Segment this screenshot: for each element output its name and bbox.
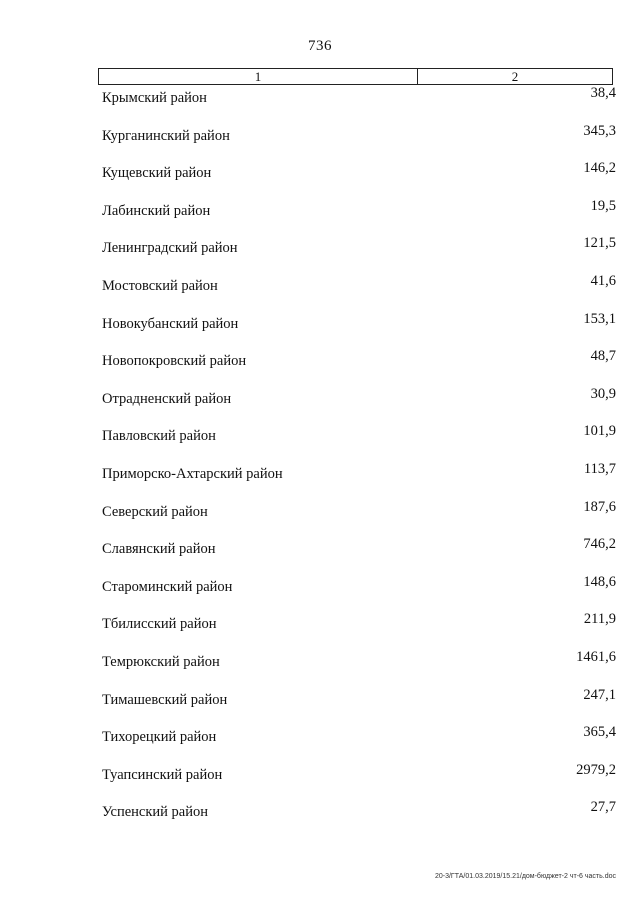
document-footer: 20-3/ГТА/01.03.2019/15.21/дом-бюджет-2 чт-6 часть.doc (434, 873, 616, 880)
table-row (100, 347, 618, 385)
district-value: 121,5 (583, 235, 616, 252)
district-name: Северский район (102, 503, 208, 520)
district-name: Ленинградский район (102, 240, 238, 257)
table-row (100, 84, 618, 122)
district-name: Кущевский район (102, 165, 212, 182)
district-value: 153,1 (583, 310, 616, 327)
table-row (100, 385, 618, 423)
district-value: 38,4 (590, 85, 616, 101)
district-value: 19,5 (590, 197, 616, 214)
district-name: Крымский район (102, 90, 207, 106)
district-value: 30,9 (590, 385, 616, 402)
district-name: Павловский район (102, 428, 216, 445)
district-value: 101,9 (583, 423, 616, 440)
district-name: Тихорецкий район (102, 729, 217, 746)
table-row (100, 798, 618, 836)
table-row (100, 573, 618, 611)
table-header (98, 68, 613, 85)
table-header-col-2: 2 (511, 68, 519, 84)
table-row (100, 761, 618, 799)
table-row (100, 648, 618, 686)
district-value: 247,1 (583, 686, 616, 703)
table-row (100, 686, 618, 724)
table-row (100, 723, 618, 761)
district-name: Успенский район (102, 804, 208, 821)
district-value: 746,2 (583, 536, 616, 553)
district-name: Отрадненский район (102, 390, 232, 407)
district-name: Новопокровский район (102, 353, 247, 370)
district-value: 48,7 (590, 348, 616, 365)
district-name: Новокубанский район (102, 315, 239, 332)
table-body (100, 84, 618, 836)
district-value: 27,7 (590, 799, 616, 816)
district-name: Тимашевский район (102, 691, 228, 708)
table-row (100, 272, 618, 310)
district-value: 345,3 (583, 122, 616, 139)
district-value: 1461,6 (576, 648, 616, 665)
district-name: Лабинский район (102, 202, 211, 219)
table-header-col-1: 1 (99, 69, 418, 84)
district-name: Тбилисский район (102, 616, 217, 633)
district-name: Туапсинский район (102, 766, 223, 783)
district-name: Мостовский район (102, 277, 218, 294)
table-row (100, 159, 618, 197)
district-value: 211,9 (583, 611, 616, 628)
district-value: 365,4 (583, 724, 616, 741)
table-row (100, 610, 618, 648)
table-row (100, 535, 618, 573)
district-name: Курганинский район (102, 127, 230, 144)
district-value: 2979,2 (576, 761, 616, 778)
district-name: Староминский район (102, 578, 233, 595)
district-value: 41,6 (590, 272, 616, 289)
table-row (100, 310, 618, 348)
page-number: 736 (308, 38, 332, 54)
district-name: Славянский район (102, 541, 216, 558)
table-row (100, 197, 618, 235)
district-name: Приморско-Ахтарский район (102, 465, 283, 482)
district-value: 187,6 (583, 498, 616, 515)
district-value: 146,2 (583, 160, 616, 177)
table-row (100, 234, 618, 272)
table-row (100, 460, 618, 498)
table-row (100, 498, 618, 536)
district-name: Темрюкский район (102, 653, 220, 670)
table-row (100, 422, 618, 460)
table-row (100, 122, 618, 160)
district-value: 113,7 (583, 460, 616, 477)
district-value: 148,6 (583, 573, 616, 590)
